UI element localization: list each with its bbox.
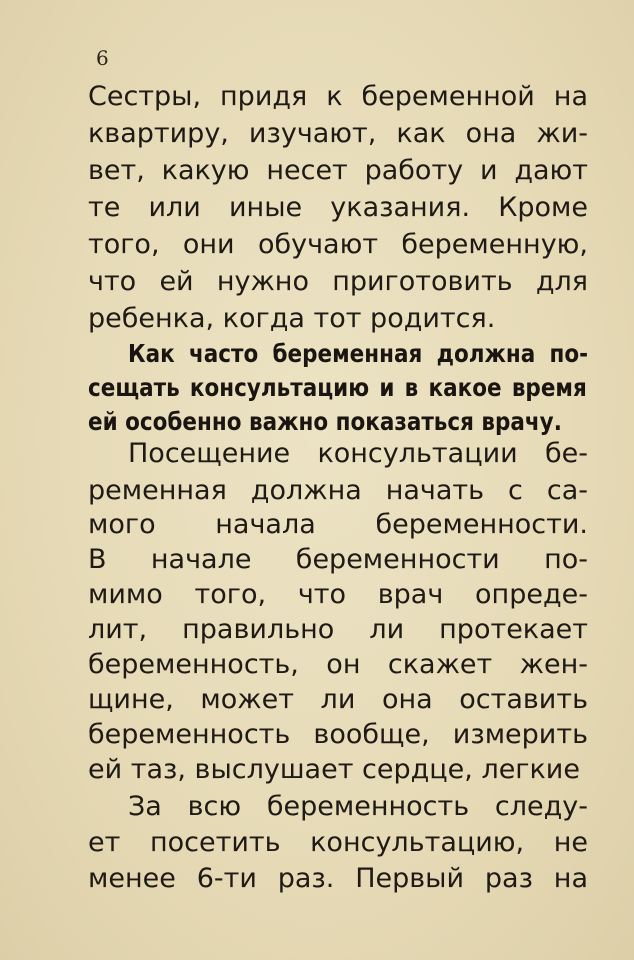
text-line: мого начала беременности.: [88, 509, 588, 540]
text-line: ет посетить консультацию, не: [88, 827, 588, 858]
text-line: щине, может ли она оставить: [88, 684, 588, 715]
text-line: менее 6-ти раз. Первый раз на: [88, 863, 588, 894]
text-line: вет, какую несет работу и дают: [88, 155, 588, 186]
text-line: За всю беременность следу-: [128, 791, 588, 822]
text-line: ременная должна начать с са-: [88, 475, 588, 506]
text-line: что ей нужно приготовить для: [88, 266, 588, 297]
text-line: Посещение консультации бе-: [128, 438, 588, 469]
text-line: беременность, он скажет жен-: [88, 649, 588, 680]
text-line: те или иные указания. Кроме: [88, 192, 588, 223]
text-line: квартиру, изучают, как она жи-: [88, 118, 588, 149]
text-line: беременность вообще, измерить: [88, 719, 588, 750]
text-line: ей таз, выслушает сердце, легкие: [88, 754, 580, 785]
section-heading-line: Как часто беременная должна по-: [128, 339, 589, 368]
section-heading-line: сещать консультацию и в какое время: [88, 373, 587, 402]
section-heading-line: ей особенно важно показаться врачу.: [88, 407, 562, 436]
text-line: мимо того, что врач опреде-: [88, 579, 588, 610]
text-line: В начале беременности по-: [88, 544, 588, 575]
text-line: Сестры, придя к беременной на: [88, 81, 588, 112]
text-line: ребенка, когда тот родится.: [88, 303, 496, 334]
page-number: 6: [96, 46, 109, 70]
text-line: лит, правильно ли протекает: [88, 614, 588, 645]
text-line: того, они обучают беременную,: [88, 229, 588, 260]
